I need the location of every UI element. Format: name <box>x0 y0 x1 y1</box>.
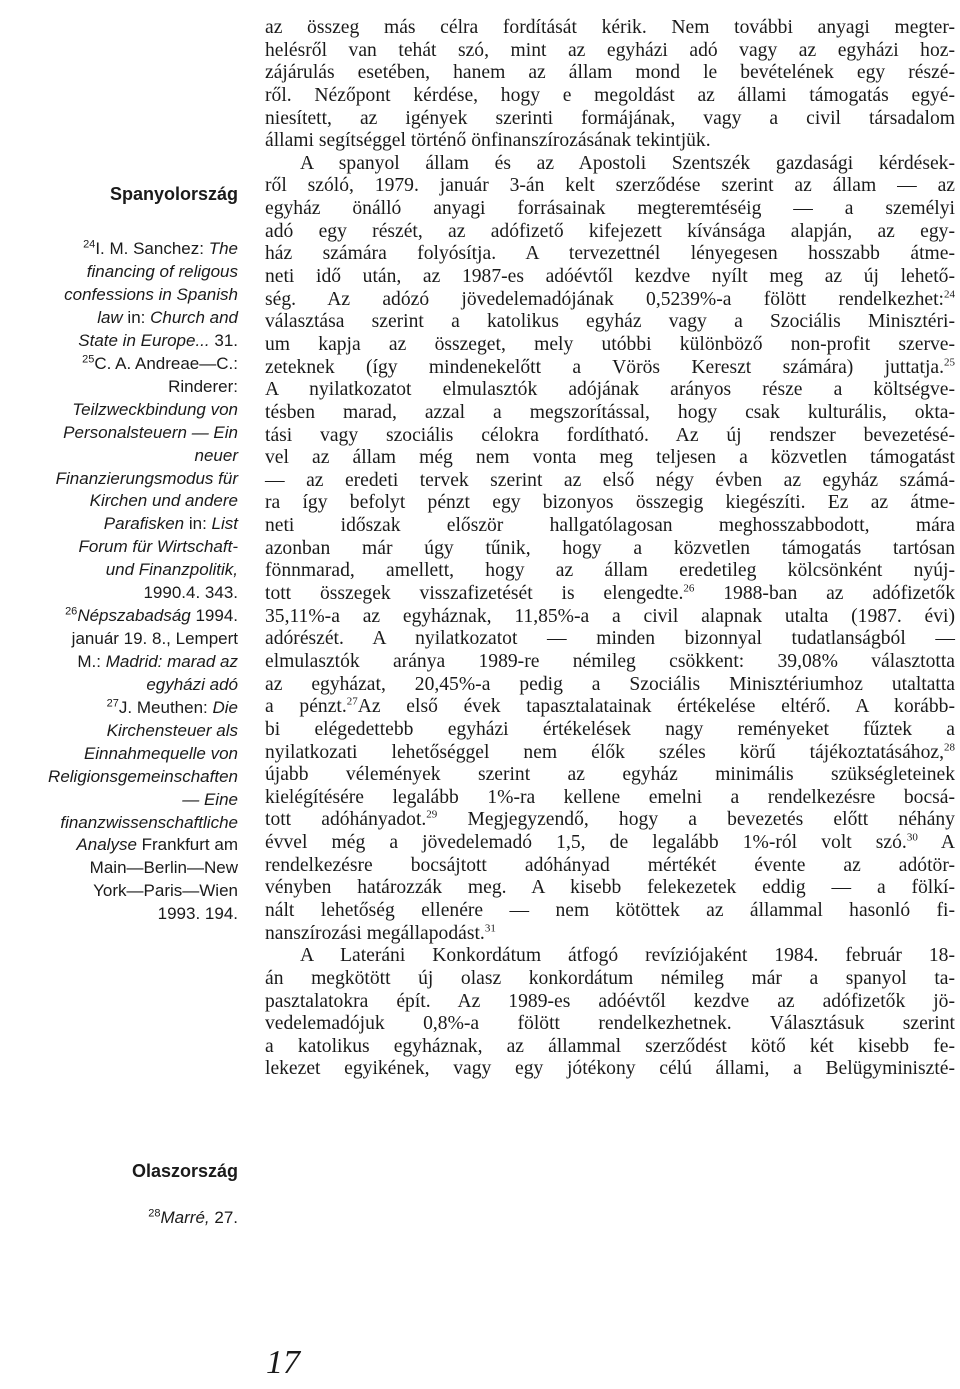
body-line: A spanyol állam és az Apostoli Szentszék gazdasági kérdések- <box>300 152 955 174</box>
footnote-25 <box>28 353 238 605</box>
footnote-number: 28 <box>148 1207 161 1220</box>
body-line: azonban már úgy tűnik, hogy a közvetlen támogatás tartósan <box>265 537 955 559</box>
footnote-line: financing of religous <box>86 261 238 281</box>
body-line: tási vagy szociális célokra fordítható. Az új rendszer bevezetésé- <box>265 424 955 446</box>
body-line: án megkötött új olasz konkordátum némileg már a spanyol ta- <box>265 967 955 989</box>
page-number: 17 <box>266 1344 300 1381</box>
body-line: A nyilatkozatot elmulasztók adójának arányos része a költségve- <box>265 379 955 401</box>
footnote-line: M.: Madrid: marad az <box>77 651 238 671</box>
footnote-26 <box>28 605 238 697</box>
body-line: nanszírozási megállapodást.$^{31}$ <box>265 922 496 944</box>
body-line: állami segítséggel történő önfinanszírozásának tekintjük. <box>265 130 711 152</box>
footnote-line: 1990.4. 343. <box>143 583 238 603</box>
body-line: lekezet egyikének, vagy egy jótékony célú állami, a Belügyminiszté- <box>265 1058 955 1080</box>
footnote-28 <box>28 1207 238 1230</box>
footnote-line: $^{25}$C. A. Andreae—C.: <box>82 353 238 373</box>
footnote-27 <box>28 697 238 926</box>
footnote-line: egyházi adó <box>146 674 238 694</box>
body-line: — az eredeti tervek szerint az első négy évben az egyház számá- <box>265 469 955 491</box>
body-line: helésről van tehát szó, mint az egyházi adó vagy az egyházi hoz- <box>265 39 955 61</box>
body-line: ről. Nézőpont kérdése, hogy e megoldást az állami támogatás egyé- <box>265 84 955 106</box>
footnote-line: — Eine <box>182 789 238 809</box>
body-line: ra így befolyt pénzt egy bizonyos összegig kiegészíti. Ez az átme- <box>265 492 955 514</box>
body-line: zájárulás esetében, hanem az állam mond le bevételének egy részé- <box>265 62 955 84</box>
body-line: ről szóló, 1979. január 3-án kelt szerződése szerint az állam — az <box>265 175 955 197</box>
section-heading-italy: Olaszország <box>131 1161 238 1181</box>
body-line: évvel még a jövedelemadó 1,5, de legalább 1%-ról volt szó.$^{30}$ A <box>265 831 955 854</box>
footnote-reference: 24 <box>944 288 955 301</box>
body-line: az egyházat, 20,45%-a pedig a Szociális Minisztériumhoz utaltatta <box>265 673 955 695</box>
body-line: vel az állam még nem vonta meg teljesen a közvetlen támogatást <box>265 447 955 469</box>
footnote-line: State in Europe... 31. <box>78 330 238 350</box>
footnote-number: 27 <box>106 697 119 710</box>
footnote-number: 26 <box>65 605 78 618</box>
footnote-line: Rinderer: <box>168 376 238 396</box>
body-line: fönnmarad, amellett, hogy az állam eredetileg kölcsönként nyúj- <box>265 560 955 582</box>
body-line: tott adóhányadot.$^{29}$ Megjegyzendő, hogy a bevezetés előtt néhány <box>265 808 955 831</box>
body-line: neti időszak először hallgatólagosan meghosszabbodott, mára <box>265 515 955 537</box>
body-line: vedelemadójuk 0,8%-a fölött rendelkezhetnek. Választásuk szerint <box>265 1013 955 1035</box>
body-line: 35,11%-a az egyháznak, 11,85%-a a civil alapnak utalta (1987. évi) <box>265 605 955 627</box>
footnote-line: Analyse Frankfurt am <box>76 835 238 855</box>
body-line: a pénzt.$^{27}$Az első évek tapasztalatainak értékelése eltérő. A korább- <box>265 695 955 718</box>
footnote-line: Kirchensteuer als <box>106 720 238 740</box>
footnote-line: Forum für Wirtschaft- <box>78 537 238 557</box>
footnote-line: Parafisken in: List <box>103 514 238 534</box>
body-line: adó egy részét, az adófizető kifejezett kívánsága alapján, az egy- <box>265 220 955 242</box>
body-line: A Lateráni Konkordátum átfogó revíziójaként 1984. február 18- <box>300 945 955 967</box>
footnote-line: Teilzweckbindung von <box>72 399 238 419</box>
footnote-reference: 28 <box>944 740 955 753</box>
body-line: rendelkezésre bocsájtott adóhányad mértékét évente az adótör- <box>265 854 955 876</box>
footnote-line: Einnahmequelle von <box>83 743 238 763</box>
footnote-line: finanzwissenschaftliche <box>60 812 238 832</box>
body-line: pasztalatokra épít. Az 1989-es adóévtől kezdve az adófizetők jö- <box>265 990 955 1012</box>
footnote-reference: 29 <box>426 808 438 821</box>
body-line: a katolikus egyháznak, az állammal szerződést kötő két kisebb fe- <box>265 1035 955 1057</box>
footnote-line: Religionsgemeinschaften <box>48 766 238 786</box>
footnote-reference: 25 <box>944 356 955 369</box>
body-text <box>265 17 955 1081</box>
footnote-line: law in: Church and <box>97 307 238 327</box>
footnote-number: 25 <box>82 353 95 366</box>
body-line: ség. Az adózó jövedelemadójának 0,5239%-a fölött rendelkezhet:$^{24}$ <box>265 288 955 310</box>
footnote-line: Finanzierungsmodus für <box>55 468 238 488</box>
footnote-line: Main—Berlin—New <box>89 858 238 878</box>
body-line: nált lehetőség ellenére — nem kötöttek az állammal hasonló fi- <box>265 899 955 921</box>
body-line: tésben marad, azzal a megszorítással, hogy csak kulturális, okta- <box>265 401 955 423</box>
footnote-line: York—Paris—Wien <box>93 881 238 901</box>
body-line: újabb vélemények szerint az egyház minimális szükségleteinek <box>265 764 955 786</box>
footnote-line: Personalsteuern — Ein <box>63 422 238 442</box>
footnote-number: 24 <box>83 238 96 251</box>
footnote-24 <box>28 238 238 353</box>
footnote-reference: 27 <box>346 695 358 708</box>
section-heading-spain: Spanyolország <box>109 184 238 204</box>
body-line: zeteknek (így mindenekelőtt a Vörös Kereszt számára) juttatja.$^{25}$ <box>265 356 955 378</box>
body-line: vényben határozzák meg. A kisebb felekezetek eddig — a fölkí- <box>265 877 955 899</box>
body-line: neti idő után, az 1987-es adóévtől kezdve nyílt meg az új lehető- <box>265 266 955 288</box>
body-line: kielégítésére legalább 1%-ra kellene emelni a rendelkezésre bocsá- <box>265 786 955 808</box>
body-line: az összeg más célra fordítását kérik. Nem további anyagi megter- <box>265 17 955 38</box>
footnote-line: 1993. 194. <box>157 904 238 924</box>
footnote-reference: 31 <box>484 922 496 935</box>
footnote-line: január 19. 8., Lempert <box>71 628 238 648</box>
body-line: egyház önálló anyagi forrásainak megteremtéséig — a személyi <box>265 198 955 220</box>
body-line: bi elégedettebb egyházi értékelések nagy reményeket fűztek a <box>265 718 955 740</box>
footnote-reference: 30 <box>906 831 918 844</box>
footnote-line: confessions in Spanish <box>64 284 238 304</box>
footnote-line: und Finanzpolitik, <box>105 560 238 580</box>
footnote-reference: 26 <box>683 582 695 595</box>
footnote-line: neuer <box>194 445 238 465</box>
footnote-line: $^{24}$I. M. Sanchez: The <box>83 238 238 258</box>
footnote-line: $^{28}$Marré, 27. <box>148 1207 238 1227</box>
body-line: tott összegek visszafizetését is elengedte.$^{26}$ 1988-ban az adófizetők <box>265 582 956 605</box>
footnote-line: $^{26}$Népszabadság 1994. <box>65 605 238 625</box>
footnote-line: $^{27}$J. Meuthen: Die <box>106 697 238 717</box>
body-line: adórészét. A nyilatkozatot — minden bizonnyal tudatlanságból — <box>265 628 955 650</box>
body-line: um kapja az összeget, mely utóbbi különböző non-profit szerve- <box>265 333 955 355</box>
body-line: választása szerint a katolikus egyház vagy a Szociális Minisztéri- <box>265 311 955 333</box>
body-line: nyilatkozati lehetőséggel nem élők széles körű tájékoztatásához,$^{28}$ <box>265 740 955 763</box>
body-line: ház számára folyósítja. A tervezettnél lényegesen hosszabb átme- <box>265 243 955 265</box>
body-line: elmulasztók aránya 1989-re némileg csökkent: 39,08% választotta <box>265 650 955 672</box>
body-line: niesített, az igények szerinti formájának, vagy a civil társadalom <box>265 107 955 129</box>
footnote-line: Kirchen und andere <box>89 491 238 511</box>
